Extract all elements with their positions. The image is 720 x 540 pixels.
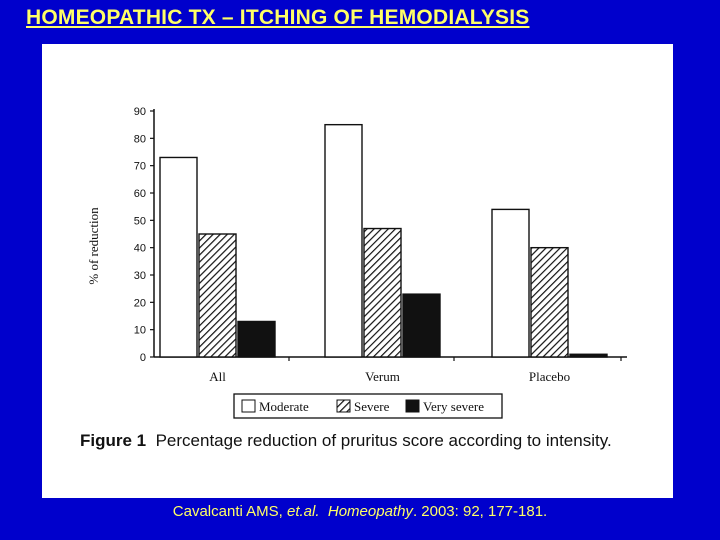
bar-chart [42, 44, 673, 498]
legend-label: Very severe [423, 399, 484, 414]
bar-moderate [492, 209, 529, 357]
y-axis-label: % of reduction [86, 207, 101, 285]
figure-panel [42, 44, 673, 498]
y-tick-label: 70 [133, 160, 146, 173]
figure-label: Figure 1 [80, 431, 147, 450]
citation-etal: et.al. [287, 503, 320, 520]
category-label: Placebo [528, 369, 571, 384]
bar-very-severe [570, 354, 607, 357]
y-tick-label: 40 [133, 242, 146, 255]
y-tick-label: 50 [133, 215, 146, 228]
y-tick-label: 10 [133, 324, 146, 337]
citation-journal: Homeopathy [327, 503, 413, 520]
y-tick-label: 0 [139, 352, 146, 364]
bar-very-severe [238, 321, 275, 357]
legend-swatch [337, 400, 350, 412]
bar-severe [364, 229, 401, 357]
figure-caption [80, 431, 640, 451]
y-tick-label: 90 [133, 106, 146, 118]
legend-label: Severe [354, 399, 390, 414]
bar-very-severe [403, 294, 440, 357]
y-tick-label: 20 [133, 297, 146, 310]
figure-caption-text: Percentage reduction of pruritus score according to intensity. [155, 431, 612, 450]
category-label: All [209, 369, 226, 384]
y-tick-label: 80 [133, 133, 146, 146]
y-tick-label: 60 [133, 188, 146, 200]
legend-swatch [406, 400, 419, 412]
slide-title: HOMEOPATHIC TX – ITCHING OF HEMODIALYSIS [26, 6, 530, 29]
legend-swatch [242, 400, 255, 412]
bar-moderate [325, 125, 362, 357]
citation-details: . 2003: 92, 177-181. [412, 503, 548, 520]
category-label: Verum [365, 369, 400, 384]
legend-label: Moderate [259, 399, 309, 414]
bar-moderate [160, 157, 197, 357]
citation [0, 503, 720, 520]
y-tick-label: 30 [133, 270, 146, 282]
citation-authors: Cavalcanti AMS, [172, 503, 287, 520]
bar-severe [199, 234, 236, 357]
bar-severe [531, 248, 568, 357]
